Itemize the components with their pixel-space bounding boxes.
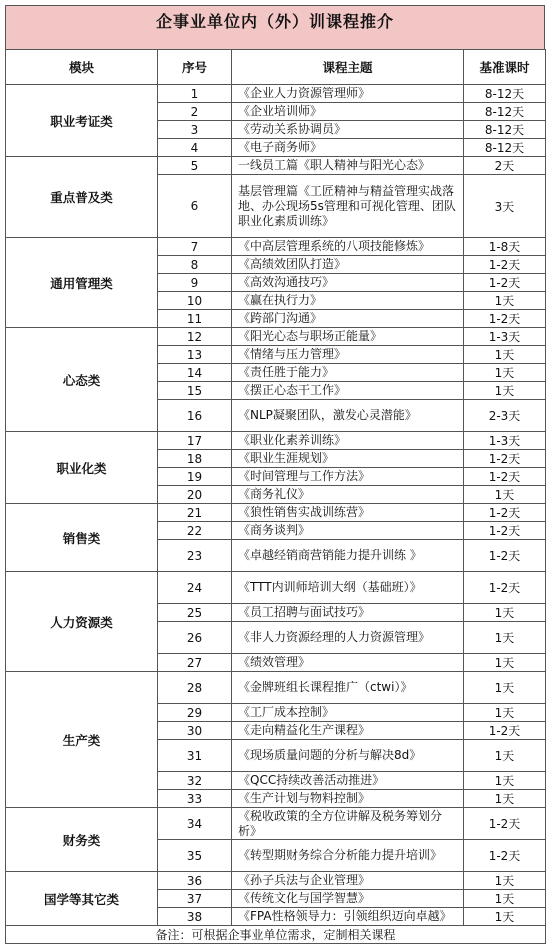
topic-cell: 《QCC持续改善活动推进》 xyxy=(232,772,464,790)
hours-cell: 1-3天 xyxy=(464,432,546,450)
table-row xyxy=(6,432,546,450)
topic-cell: 《孙子兵法与企业管理》 xyxy=(232,872,464,890)
module-cell: 销售类 xyxy=(6,504,158,572)
hours-cell: 8-12天 xyxy=(464,139,546,157)
hours-cell: 1天 xyxy=(464,364,546,382)
topic-cell: 《职业化素养训练》 xyxy=(232,432,464,450)
course-sheet xyxy=(5,5,545,944)
hours-cell: 3天 xyxy=(464,175,546,238)
hours-cell: 1天 xyxy=(464,872,546,890)
topic-cell: 《责任胜于能力》 xyxy=(232,364,464,382)
module-cell: 财务类 xyxy=(6,808,158,872)
number-cell: 38 xyxy=(158,908,232,926)
number-cell: 19 xyxy=(158,468,232,486)
hours-cell: 1天 xyxy=(464,346,546,364)
module-cell: 职业化类 xyxy=(6,432,158,504)
topic-cell: 《企业人力资源管理师》 xyxy=(232,85,464,103)
topic-cell: 《走向精益化生产课程》 xyxy=(232,722,464,740)
table-row xyxy=(6,872,546,890)
hours-cell: 1-2天 xyxy=(464,450,546,468)
number-cell: 14 xyxy=(158,364,232,382)
module-cell: 人力资源类 xyxy=(6,572,158,672)
topic-cell: 《企业培训师》 xyxy=(232,103,464,121)
table-row xyxy=(6,808,546,840)
topic-cell: 《工厂成本控制》 xyxy=(232,704,464,722)
hours-cell: 1天 xyxy=(464,292,546,310)
topic-cell: 《阳光心态与职场正能量》 xyxy=(232,328,464,346)
topic-cell: 《商务礼仪》 xyxy=(232,486,464,504)
hours-cell: 1-3天 xyxy=(464,328,546,346)
topic-cell: 《跨部门沟通》 xyxy=(232,310,464,328)
hours-cell: 2天 xyxy=(464,157,546,175)
number-cell: 2 xyxy=(158,103,232,121)
number-cell: 10 xyxy=(158,292,232,310)
topic-cell: 《员工招聘与面试技巧》 xyxy=(232,604,464,622)
topic-cell: 《卓越经销商营销能力提升训练 》 xyxy=(232,540,464,572)
topic-cell: 《商务谈判》 xyxy=(232,522,464,540)
hours-cell: 1-2天 xyxy=(464,808,546,840)
hours-cell: 1天 xyxy=(464,740,546,772)
topic-cell: 《生产计划与物料控制》 xyxy=(232,790,464,808)
table-row xyxy=(6,328,546,346)
topic-cell: 《FPA性格领导力：引领组织迈向卓越》 xyxy=(232,908,464,926)
number-cell: 22 xyxy=(158,522,232,540)
number-cell: 28 xyxy=(158,672,232,704)
topic-cell: 《TTT内训师培训大纲（基础班）》 xyxy=(232,572,464,604)
topic-cell: 《转型期财务综合分析能力提升培训》 xyxy=(232,840,464,872)
number-cell: 26 xyxy=(158,622,232,654)
hours-cell: 1天 xyxy=(464,622,546,654)
title-spacer xyxy=(5,35,545,49)
number-cell: 33 xyxy=(158,790,232,808)
number-cell: 16 xyxy=(158,400,232,432)
number-cell: 8 xyxy=(158,256,232,274)
table-row xyxy=(6,157,546,175)
number-cell: 11 xyxy=(158,310,232,328)
hours-cell: 1天 xyxy=(464,790,546,808)
table-row xyxy=(6,672,546,704)
hours-cell: 1-2天 xyxy=(464,540,546,572)
topic-cell: 《高效沟通技巧》 xyxy=(232,274,464,292)
number-cell: 4 xyxy=(158,139,232,157)
topic-cell: 《电子商务师》 xyxy=(232,139,464,157)
number-cell: 36 xyxy=(158,872,232,890)
note-text: 备注：可根据企事业单位需求，定制相关课程 xyxy=(6,926,546,944)
number-cell: 25 xyxy=(158,604,232,622)
number-cell: 3 xyxy=(158,121,232,139)
hours-cell: 1-2天 xyxy=(464,722,546,740)
number-cell: 12 xyxy=(158,328,232,346)
hours-cell: 1天 xyxy=(464,890,546,908)
header-number: 序号 xyxy=(158,50,232,85)
header-hours: 基准课时 xyxy=(464,50,546,85)
number-cell: 35 xyxy=(158,840,232,872)
topic-cell: 基层管理篇《工匠精神与精益管理实战落地、办公现场5s管理和可视化管理、团队职业化素质训练》 xyxy=(232,175,464,238)
number-cell: 20 xyxy=(158,486,232,504)
topic-cell: 《赢在执行力》 xyxy=(232,292,464,310)
hours-cell: 1天 xyxy=(464,382,546,400)
number-cell: 13 xyxy=(158,346,232,364)
number-cell: 15 xyxy=(158,382,232,400)
table-row xyxy=(6,238,546,256)
number-cell: 18 xyxy=(158,450,232,468)
number-cell: 5 xyxy=(158,157,232,175)
number-cell: 6 xyxy=(158,175,232,238)
topic-cell: 《中高层管理系统的八项技能修炼》 xyxy=(232,238,464,256)
hours-cell: 1天 xyxy=(464,908,546,926)
number-cell: 24 xyxy=(158,572,232,604)
topic-cell: 《NLP凝聚团队，激发心灵潜能》 xyxy=(232,400,464,432)
module-cell: 生产类 xyxy=(6,672,158,808)
number-cell: 37 xyxy=(158,890,232,908)
topic-cell: 《传统文化与国学智慧》 xyxy=(232,890,464,908)
number-cell: 23 xyxy=(158,540,232,572)
table-header-row xyxy=(6,50,546,85)
note-row xyxy=(6,926,546,944)
topic-cell: 《摆正心态干工作》 xyxy=(232,382,464,400)
number-cell: 17 xyxy=(158,432,232,450)
hours-cell: 8-12天 xyxy=(464,121,546,139)
number-cell: 31 xyxy=(158,740,232,772)
number-cell: 1 xyxy=(158,85,232,103)
number-cell: 30 xyxy=(158,722,232,740)
hours-cell: 8-12天 xyxy=(464,103,546,121)
module-cell: 心态类 xyxy=(6,328,158,432)
hours-cell: 1天 xyxy=(464,654,546,672)
module-cell: 通用管理类 xyxy=(6,238,158,328)
module-cell: 国学等其它类 xyxy=(6,872,158,926)
table-body xyxy=(6,85,546,944)
hours-cell: 1天 xyxy=(464,704,546,722)
topic-cell: 《非人力资源经理的人力资源管理》 xyxy=(232,622,464,654)
topic-cell: 《职业生涯规划》 xyxy=(232,450,464,468)
module-cell: 重点普及类 xyxy=(6,157,158,238)
topic-cell: 《税收政策的全方位讲解及税务筹划分析》 xyxy=(232,808,464,840)
hours-cell: 1-2天 xyxy=(464,504,546,522)
topic-cell: 《时间管理与工作方法》 xyxy=(232,468,464,486)
table-row xyxy=(6,572,546,604)
hours-cell: 1-2天 xyxy=(464,274,546,292)
hours-cell: 1-2天 xyxy=(464,310,546,328)
hours-cell: 1-2天 xyxy=(464,522,546,540)
hours-cell: 1-2天 xyxy=(464,468,546,486)
page-title: 企事业单位内（外）训课程推介 xyxy=(5,5,545,35)
header-module: 模块 xyxy=(6,50,158,85)
table-row xyxy=(6,504,546,522)
topic-cell: 《情绪与压力管理》 xyxy=(232,346,464,364)
number-cell: 27 xyxy=(158,654,232,672)
topic-cell: 《现场质量问题的分析与解决8d》 xyxy=(232,740,464,772)
hours-cell: 1天 xyxy=(464,672,546,704)
number-cell: 34 xyxy=(158,808,232,840)
module-cell: 职业考证类 xyxy=(6,85,158,157)
number-cell: 7 xyxy=(158,238,232,256)
hours-cell: 1-2天 xyxy=(464,840,546,872)
table-row xyxy=(6,85,546,103)
number-cell: 32 xyxy=(158,772,232,790)
hours-cell: 2-3天 xyxy=(464,400,546,432)
hours-cell: 1天 xyxy=(464,486,546,504)
topic-cell: 《高绩效团队打造》 xyxy=(232,256,464,274)
hours-cell: 8-12天 xyxy=(464,85,546,103)
topic-cell: 《劳动关系协调员》 xyxy=(232,121,464,139)
hours-cell: 1-8天 xyxy=(464,238,546,256)
topic-cell: 《金牌班组长课程推广（ctwi）》 xyxy=(232,672,464,704)
number-cell: 29 xyxy=(158,704,232,722)
number-cell: 21 xyxy=(158,504,232,522)
topic-cell: 一线员工篇《职人精神与阳光心态》 xyxy=(232,157,464,175)
hours-cell: 1-2天 xyxy=(464,256,546,274)
topic-cell: 《绩效管理》 xyxy=(232,654,464,672)
course-table xyxy=(5,49,546,944)
topic-cell: 《狼性销售实战训练营》 xyxy=(232,504,464,522)
header-topic: 课程主题 xyxy=(232,50,464,85)
hours-cell: 1天 xyxy=(464,772,546,790)
hours-cell: 1天 xyxy=(464,604,546,622)
number-cell: 9 xyxy=(158,274,232,292)
hours-cell: 1-2天 xyxy=(464,572,546,604)
